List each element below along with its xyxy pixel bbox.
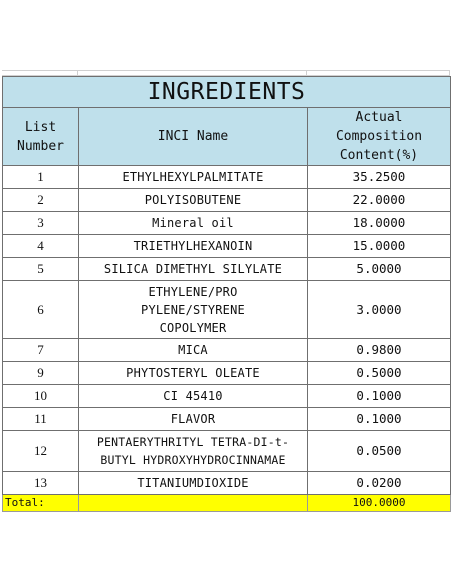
header-inci-name: INCI Name [79,108,308,166]
table-row [3,281,451,339]
cell-list-number: 7 [3,339,79,362]
total-empty-cell [79,495,308,512]
cell-list-number: 12 [3,431,79,472]
cell-inci-name: PHYTOSTERYL OLEATE [79,362,308,385]
table-row [3,385,451,408]
table-row [3,166,451,189]
cell-content: 0.0200 [308,472,451,495]
total-value: 100.0000 [308,495,451,512]
cell-content: 22.0000 [308,189,451,212]
cell-inci-name: Mineral oil [79,212,308,235]
cell-list-number: 2 [3,189,79,212]
table-row [3,362,451,385]
cell-inci-name: POLYISOBUTENE [79,189,308,212]
cell-inci-name: TRIETHYLHEXANOIN [79,235,308,258]
header-actual-composition: Actual Composition Content(%) [308,108,451,166]
cell-list-number: 13 [3,472,79,495]
cell-list-number: 11 [3,408,79,431]
cell-content: 0.1000 [308,385,451,408]
cell-content: 3.0000 [308,281,451,339]
cell-content: 0.0500 [308,431,451,472]
cell-inci-name: ETHYLHEXYLPALMITATE [79,166,308,189]
table-row [3,258,451,281]
cell-content: 0.9800 [308,339,451,362]
table-row [3,235,451,258]
table-row [3,189,451,212]
cell-inci-name: ETHYLENE/PRO PYLENE/STYRENE COPOLYMER [79,281,308,339]
cell-list-number: 5 [3,258,79,281]
cell-inci-name: CI 45410 [79,385,308,408]
table-row [3,472,451,495]
cell-content: 15.0000 [308,235,451,258]
cell-content: 0.1000 [308,408,451,431]
cell-content: 5.0000 [308,258,451,281]
cell-content: 18.0000 [308,212,451,235]
total-label: Total: [3,495,79,512]
cell-inci-name: SILICA DIMETHYL SILYLATE [79,258,308,281]
cell-inci-name: PENTAERYTHRITYL TETRA-DI-t-BUTYL HYDROXYHYDROCINNAMAE [79,431,308,472]
table-row [3,431,451,472]
total-row [3,495,451,512]
ingredients-table [2,76,451,512]
ingredients-sheet [2,70,450,512]
cell-inci-name: TITANIUMDIOXIDE [79,472,308,495]
cell-list-number: 9 [3,362,79,385]
cell-inci-name: FLAVOR [79,408,308,431]
cell-inci-name: MICA [79,339,308,362]
table-row [3,212,451,235]
table-row [3,339,451,362]
header-row [3,108,451,166]
cell-list-number: 4 [3,235,79,258]
table-title-row [3,77,451,108]
cell-list-number: 10 [3,385,79,408]
cell-content: 35.2500 [308,166,451,189]
cell-list-number: 6 [3,281,79,339]
cell-list-number: 1 [3,166,79,189]
cell-list-number: 3 [3,212,79,235]
table-title: INGREDIENTS [3,77,451,108]
cell-content: 0.5000 [308,362,451,385]
table-row [3,408,451,431]
header-list-number: List Number [3,108,79,166]
